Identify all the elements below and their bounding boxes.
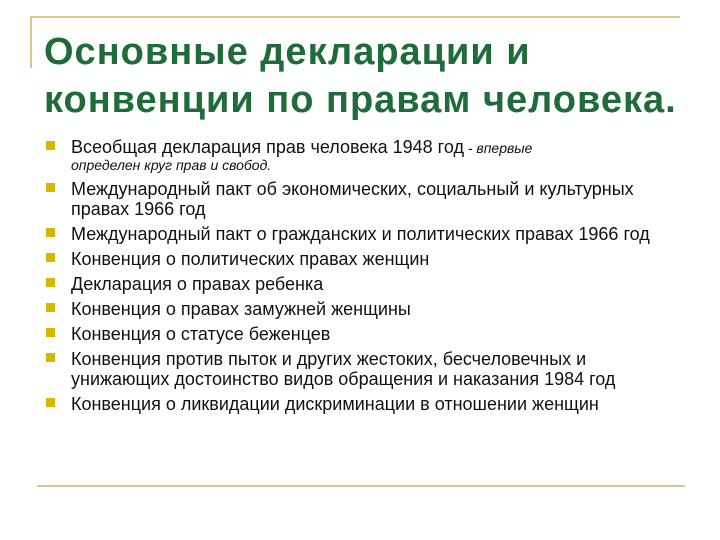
list-item-text: Международный пакт об экономических, социальный и культурных правах 1966 год xyxy=(71,179,634,219)
square-bullet-icon xyxy=(46,228,55,237)
list-item-note: - впервые xyxy=(463,140,533,156)
list-item-text: Конвенция против пыток и других жестоких, бесчеловечных и унижающих достоинство видов обращения и наказания 1984 год xyxy=(71,349,616,389)
square-bullet-icon xyxy=(46,141,55,150)
list-item-note-continuation: определен круг прав и свобод. xyxy=(71,157,272,173)
square-bullet-icon xyxy=(46,303,55,312)
list-item xyxy=(46,394,676,414)
square-bullet-icon xyxy=(46,398,55,407)
slide-title: Основные декларации и конвенции по правам человека. xyxy=(44,31,677,121)
list-item xyxy=(46,324,676,344)
list-item xyxy=(46,249,676,269)
left-frame-line xyxy=(30,16,32,68)
list-item-text: Конвенция о статусе беженцев xyxy=(71,324,331,344)
square-bullet-icon xyxy=(46,353,55,362)
bottom-frame-line xyxy=(37,485,685,487)
list-item-text: Конвенция о ликвидации дискриминации в отношении женщин xyxy=(71,394,599,414)
list-item-text: Международный пакт о гражданских и политических правах 1966 год xyxy=(71,224,650,244)
list-item xyxy=(46,349,676,389)
list-item-text: Конвенция о правах замужней женщины xyxy=(71,299,411,319)
list-item-text: Конвенция о политических правах женщин xyxy=(71,249,430,269)
declarations-list xyxy=(46,137,676,419)
list-item xyxy=(46,299,676,319)
square-bullet-icon xyxy=(46,183,55,192)
top-frame-line xyxy=(30,16,680,18)
list-item-text: Всеобщая декларация прав человека 1948 год xyxy=(71,137,464,157)
list-item-text: Декларация о правах ребенка xyxy=(71,274,324,294)
square-bullet-icon xyxy=(46,253,55,262)
square-bullet-icon xyxy=(46,278,55,287)
list-item xyxy=(46,179,676,219)
square-bullet-icon xyxy=(46,328,55,337)
list-item xyxy=(46,274,676,294)
list-item xyxy=(46,137,676,173)
list-item xyxy=(46,224,676,244)
